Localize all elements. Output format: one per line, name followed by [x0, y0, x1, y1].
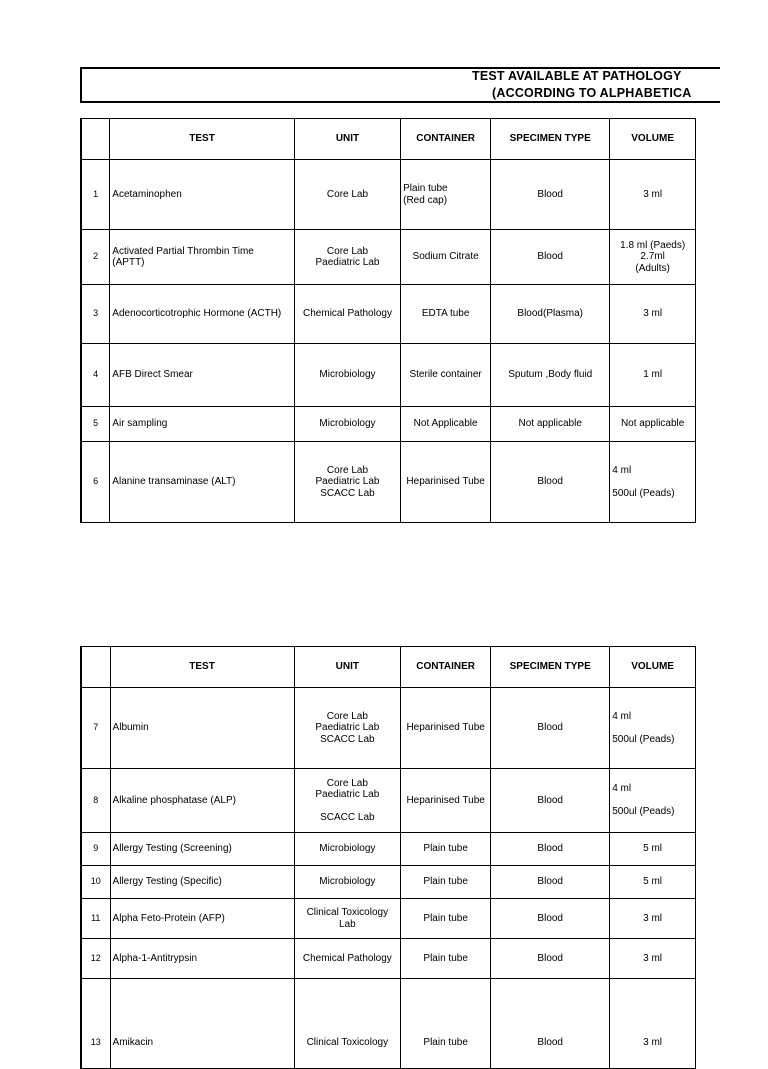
- volume-cell: 1 ml: [610, 344, 696, 407]
- volume-cell: 3 ml: [610, 160, 696, 230]
- specimen-cell: Blood: [491, 160, 610, 230]
- row-number: 5: [81, 407, 110, 442]
- header-specimen: SPECIMEN TYPE: [491, 647, 610, 688]
- title-line-2: (ACCORDING TO ALPHABETICA: [492, 86, 692, 100]
- specimen-cell: Blood: [491, 979, 610, 1069]
- header-volume: VOLUME: [610, 647, 696, 688]
- volume-cell: 4 ml 500ul (Peads): [610, 688, 696, 769]
- table-row: [81, 442, 696, 523]
- specimen-cell: Blood(Plasma): [491, 285, 610, 344]
- specimen-cell: Blood: [491, 866, 610, 899]
- unit-cell: Clinical Toxicology: [294, 979, 401, 1069]
- header-container: CONTAINER: [401, 647, 491, 688]
- row-number: 4: [81, 344, 110, 407]
- volume-cell: 3 ml: [610, 939, 696, 979]
- unit-cell: Core Lab Paediatric Lab SCACC Lab: [294, 688, 401, 769]
- table-row: [81, 230, 696, 285]
- specimen-cell: Blood: [491, 899, 610, 939]
- test-name: Air sampling: [110, 407, 295, 442]
- header-unit: UNIT: [294, 647, 401, 688]
- specimen-cell: Blood: [491, 688, 610, 769]
- specimen-cell: Blood: [491, 939, 610, 979]
- header-test: TEST: [110, 119, 295, 160]
- container-cell: Plain tube: [401, 979, 491, 1069]
- table-row: [81, 939, 696, 979]
- table-row: [81, 769, 696, 833]
- unit-cell: Microbiology: [294, 866, 401, 899]
- unit-cell: Core Lab Paediatric Lab SCACC Lab: [294, 769, 401, 833]
- volume-cell: 5 ml: [610, 866, 696, 899]
- test-table-2: [80, 646, 696, 1069]
- container-cell: EDTA tube: [401, 285, 491, 344]
- test-name: Alpha-1-Antitrypsin: [110, 939, 294, 979]
- row-number: 3: [81, 285, 110, 344]
- container-cell: Plain tube: [401, 866, 491, 899]
- test-name: Alpha Feto-Protein (AFP): [110, 899, 294, 939]
- row-number: 13: [81, 979, 110, 1069]
- container-cell: Not Applicable: [401, 407, 491, 442]
- unit-cell: Microbiology: [294, 833, 401, 866]
- specimen-cell: Blood: [491, 833, 610, 866]
- table-row: [81, 344, 696, 407]
- test-table-1: [80, 118, 696, 523]
- unit-cell: Microbiology: [294, 407, 400, 442]
- title-box: [80, 67, 720, 103]
- test-name: Activated Partial Thrombin Time (APTT): [110, 230, 295, 285]
- specimen-cell: Sputum ,Body fluid: [491, 344, 610, 407]
- container-cell: Heparinised Tube: [401, 769, 491, 833]
- test-name: Alkaline phosphatase (ALP): [110, 769, 294, 833]
- container-cell: Heparinised Tube: [401, 442, 491, 523]
- volume-cell: 4 ml 500ul (Peads): [610, 769, 696, 833]
- test-name: Allergy Testing (Specific): [110, 866, 294, 899]
- header-no: [81, 119, 110, 160]
- unit-cell: Core Lab Paediatric Lab: [294, 230, 400, 285]
- row-number: 12: [81, 939, 110, 979]
- title-line-1: TEST AVAILABLE AT PATHOLOGY: [472, 69, 682, 83]
- unit-cell: Chemical Pathology: [294, 939, 401, 979]
- header-container: CONTAINER: [401, 119, 491, 160]
- header-specimen: SPECIMEN TYPE: [491, 119, 610, 160]
- container-cell: Plain tube: [401, 833, 491, 866]
- header-unit: UNIT: [294, 119, 400, 160]
- table-row: [81, 979, 696, 1069]
- volume-cell: 3 ml: [610, 899, 696, 939]
- container-cell: Plain tube: [401, 939, 491, 979]
- specimen-cell: Blood: [491, 230, 610, 285]
- header-row: [81, 119, 696, 160]
- row-number: 8: [81, 769, 110, 833]
- unit-cell: Microbiology: [294, 344, 400, 407]
- specimen-cell: Not applicable: [491, 407, 610, 442]
- unit-cell: Core Lab Paediatric Lab SCACC Lab: [294, 442, 400, 523]
- volume-cell: Not applicable: [610, 407, 696, 442]
- header-no: [81, 647, 110, 688]
- test-name: Amikacin: [110, 979, 294, 1069]
- test-name: Albumin: [110, 688, 294, 769]
- test-name: Alanine transaminase (ALT): [110, 442, 295, 523]
- row-number: 10: [81, 866, 110, 899]
- volume-cell: 1.8 ml (Paeds) 2.7ml (Adults): [610, 230, 696, 285]
- unit-cell: Core Lab: [294, 160, 400, 230]
- table-row: [81, 285, 696, 344]
- header-row: [81, 647, 696, 688]
- table-row: [81, 866, 696, 899]
- volume-cell: 3 ml: [610, 285, 696, 344]
- test-name: Allergy Testing (Screening): [110, 833, 294, 866]
- test-name: Adenocorticotrophic Hormone (ACTH): [110, 285, 295, 344]
- unit-cell: Clinical Toxicology Lab: [294, 899, 401, 939]
- volume-cell: 4 ml 500ul (Peads): [610, 442, 696, 523]
- row-number: 2: [81, 230, 110, 285]
- row-number: 9: [81, 833, 110, 866]
- table-row: [81, 688, 696, 769]
- row-number: 6: [81, 442, 110, 523]
- row-number: 11: [81, 899, 110, 939]
- table-row: [81, 833, 696, 866]
- row-number: 1: [81, 160, 110, 230]
- container-cell: Sodium Citrate: [401, 230, 491, 285]
- test-name: AFB Direct Smear: [110, 344, 295, 407]
- container-cell: Sterile container: [401, 344, 491, 407]
- specimen-cell: Blood: [491, 442, 610, 523]
- table-row: [81, 160, 696, 230]
- unit-cell: Chemical Pathology: [294, 285, 400, 344]
- volume-cell: 3 ml: [610, 979, 696, 1069]
- table-row: [81, 407, 696, 442]
- volume-cell: 5 ml: [610, 833, 696, 866]
- container-cell: Plain tube (Red cap): [401, 160, 491, 230]
- header-test: TEST: [110, 647, 294, 688]
- specimen-cell: Blood: [491, 769, 610, 833]
- table-row: [81, 899, 696, 939]
- container-cell: Plain tube: [401, 899, 491, 939]
- container-cell: Heparinised Tube: [401, 688, 491, 769]
- row-number: 7: [81, 688, 110, 769]
- header-volume: VOLUME: [610, 119, 696, 160]
- test-name: Acetaminophen: [110, 160, 295, 230]
